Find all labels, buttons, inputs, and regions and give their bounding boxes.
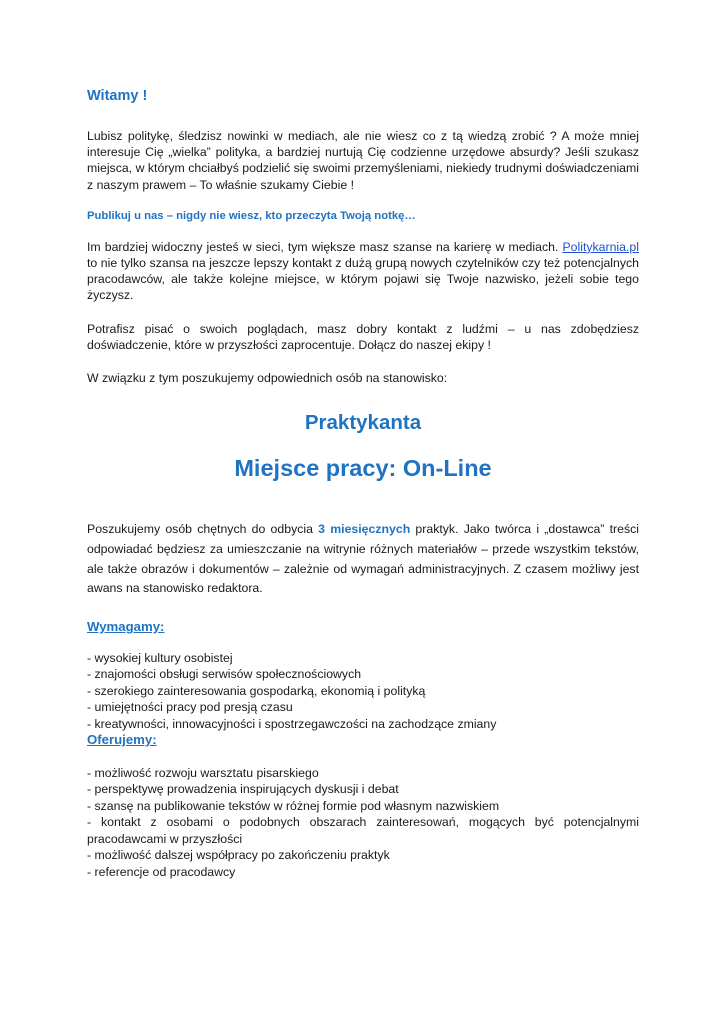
document-page: [87, 88, 639, 880]
requirement-item: - kreatywności, innowacyjności i spostrzegawczości na zachodzące zmiany: [87, 716, 497, 731]
requirement-item: - znajomości obsługi serwisów społecznościowych: [87, 667, 362, 682]
description-text-end: praktyk. Jako twórca i „dostawca” treści odpowiadać będziesz za umieszczanie na witrynie różnych materiałów – przede wszystkim tekstów, ale także obrazów i dokumentów – zależnie od wymagań administracyjnych. Z czasem możliwy jest awans na stanowisko redaktora.: [87, 522, 640, 596]
offer-item: - możliwość rozwoju warsztatu pisarskiego: [87, 766, 319, 781]
description-text-start: Poszukujemy osób chętnych do odbycia: [87, 522, 319, 537]
invite-paragraph: Potrafisz pisać o swoich poglądach, masz dobry kontakt z ludźmi – u nas zdobędziesz doświadczenie, które w przyszłości zaprocentuje. Dołącz do naszej ekipy !: [87, 321, 639, 352]
visibility-text-start: Im bardziej widoczny jesteś w sieci, tym większe masz szanse na karierę w mediach.: [87, 239, 563, 254]
requirement-item: - wysokiej kultury osobistej: [87, 651, 233, 666]
requirements-heading: Wymagamy:: [87, 619, 165, 635]
requirements-list: [87, 650, 639, 732]
welcome-heading: Witamy !: [87, 88, 148, 104]
tagline: Publikuj u nas – nigdy nie wiesz, kto przeczyta Twoją notkę…: [87, 209, 416, 222]
offer-item: - szansę na publikowanie tekstów w różnej formie pod własnym nazwiskiem: [87, 798, 500, 813]
lookup-paragraph: W związku z tym poszukujemy odpowiednich osób na stanowisko:: [87, 371, 448, 386]
offer-item: - możliwość dalszej współpracy po zakończeniu praktyk: [87, 848, 390, 863]
requirement-item: - umiejętności pracy pod presją czasu: [87, 700, 293, 715]
offer-heading: Oferujemy:: [87, 732, 157, 748]
offer-item: - kontakt z osobami o podobnych obszarach zainteresowań, mogących być potencjalnymi pracodawcami w przyszłości: [87, 815, 639, 846]
offer-item: - perspektywę prowadzenia inspirujących dyskusji i debat: [87, 782, 399, 797]
offer-list: [87, 765, 639, 880]
visibility-paragraph: [87, 239, 639, 304]
intro-paragraph: Lubisz politykę, śledzisz nowinki w mediach, ale nie wiesz co z tą wiedzą zrobić ? A może mniej interesuje Cię „wielka” polityka, a bardziej nurtują Cię codzienne urzędowe absurdy? Jeśli szukasz miejsca, w którym chciałbyś podzielić się swoimi przemyśleniami, niekiedy trudnymi doświadczeniami z naszym prawem – To właśnie szukamy Ciebie !: [87, 129, 639, 192]
position-title: Praktykanta: [304, 411, 422, 435]
politykarnia-link[interactable]: Politykarnia.pl: [562, 239, 639, 254]
description-paragraph: [87, 520, 639, 599]
work-location-title: Miejsce pracy: On-Line: [234, 455, 492, 482]
visibility-text-end: to nie tylko szansa na jeszcze lepszy kontakt z dużą grupą nowych czytelników czy też potencjalnych pracodawców, ale także kolejne miejsce, w którym pojawi się Twoje nazwisko, jeżeli sobie tego życzysz.: [87, 256, 639, 303]
internship-duration: 3 miesięcznych: [318, 522, 411, 537]
requirement-item: - szerokiego zainteresowania gospodarką, ekonomią i polityką: [87, 683, 426, 698]
offer-item: - referencje od pracodawcy: [87, 864, 236, 879]
